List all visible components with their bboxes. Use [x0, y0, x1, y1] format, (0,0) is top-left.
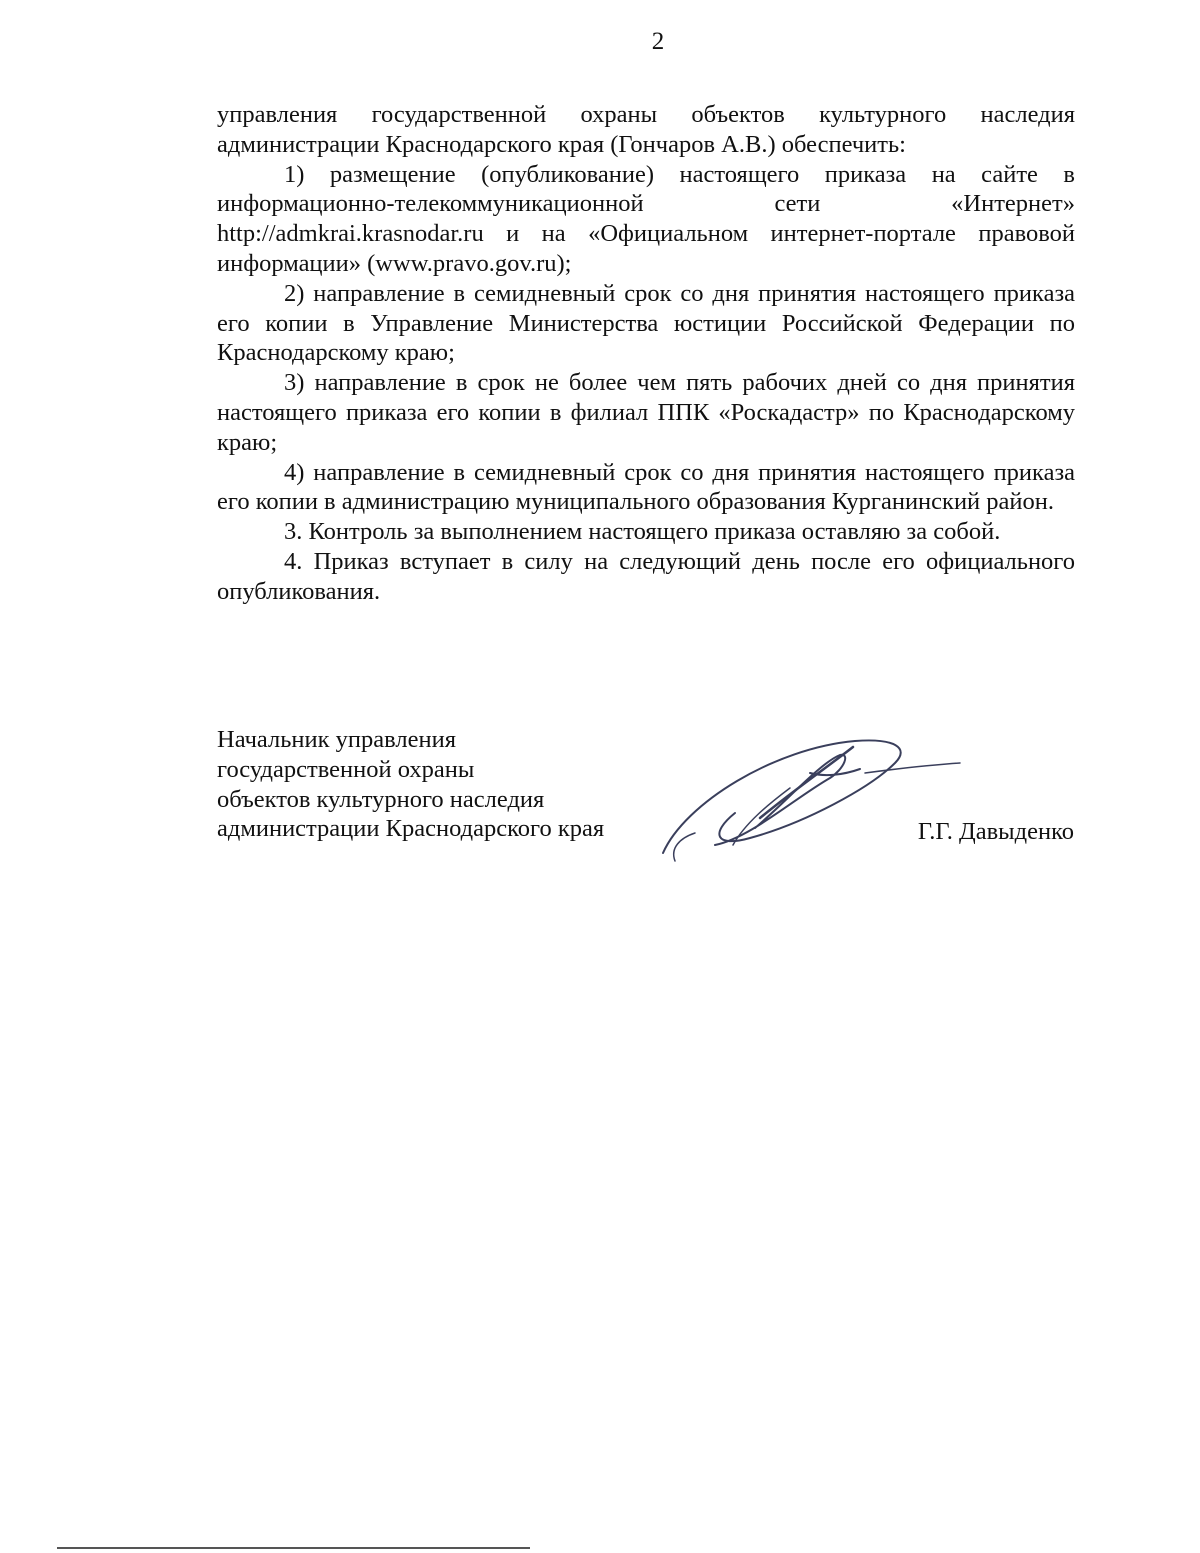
signature-stroke [865, 763, 960, 773]
paragraph-effective: 4. Приказ вступает в силу на следующий день после его официального опубликования. [217, 547, 1075, 605]
signature-stroke [760, 747, 853, 818]
position-line: Начальник управления [217, 726, 456, 753]
position-line: объектов культурного наследия [217, 785, 545, 813]
paragraph-intro: управления государственной охраны объектов культурного наследия администрации Краснодарского края (Гончаров А.В.) обеспечить: [217, 101, 1075, 158]
paragraph-item-1: 1) размещение (опубликование) настоящего приказа на сайте в информационно-телекоммуникационной сети «Интернет» [217, 160, 1075, 218]
signature-stroke [674, 833, 695, 861]
bottom-divider [57, 1547, 530, 1549]
paragraph-control: 3. Контроль за выполнением настоящего приказа оставляю за собой. [284, 518, 1001, 546]
handwritten-signature [655, 733, 970, 868]
document-body [217, 100, 1075, 607]
paragraph-item-3: 3) направление в срок не более чем пять рабочих дней со дня принятия настоящего приказа его копии в филиал ППК «Роскадастр» по Краснодарскому краю; [217, 369, 1075, 456]
position-line: администрации Краснодарского края [217, 815, 605, 843]
page-number: 2 [651, 28, 665, 55]
paragraph-item-1-cont: http://admkrai.krasnodar.ru и на «Официальном интернет-портале правовой информации» (www.pravo.gov.ru); [217, 220, 1075, 277]
signatory-name: Г.Г. Давыденко [917, 818, 1074, 845]
signature-stroke [663, 740, 901, 853]
position-line: государственной охраны [217, 755, 475, 783]
paragraph-item-4: 4) направление в семидневный срок со дня принятия настоящего приказа его копии в администрацию муниципального образования Курганинский район. [217, 458, 1075, 516]
paragraph-item-2: 2) направление в семидневный срок со дня принятия настоящего приказа его копии в Управление Министерства юстиции Российской Федерации по Краснодарскому краю; [217, 279, 1075, 367]
